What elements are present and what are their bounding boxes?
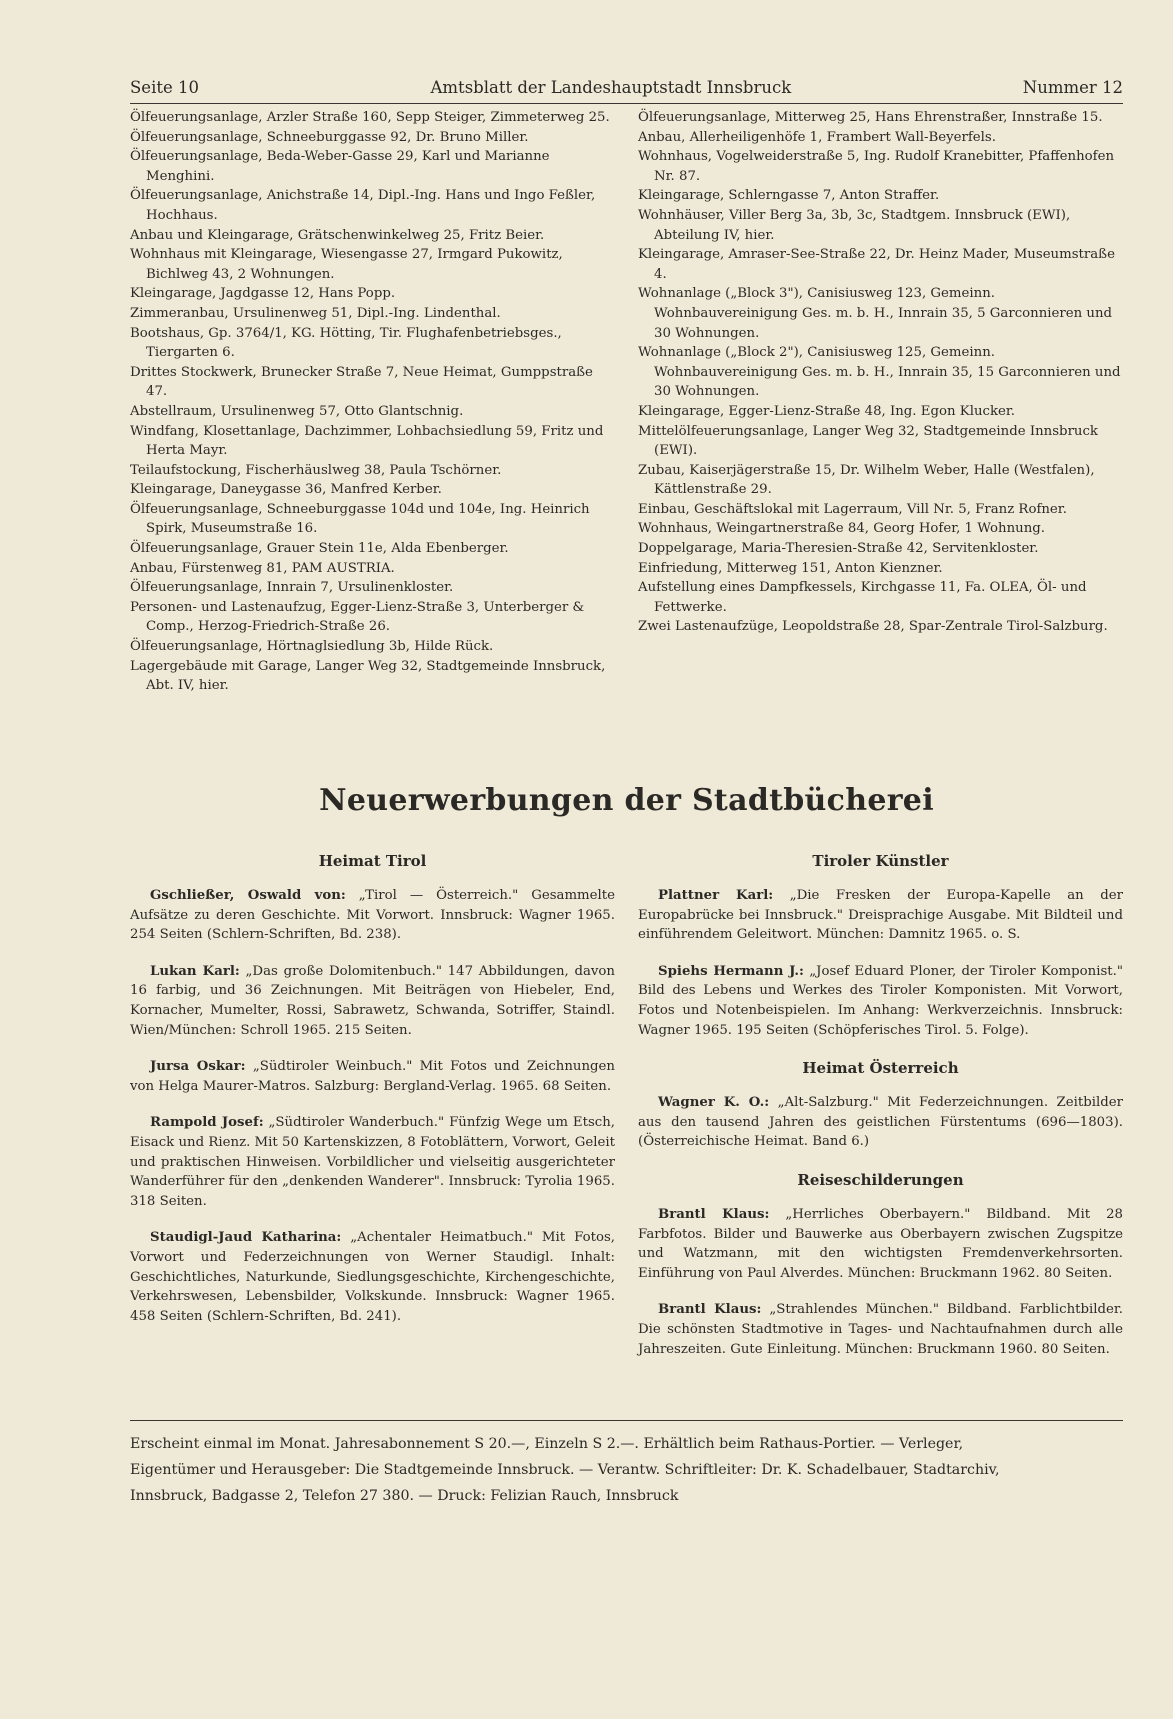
building-permits-right-column [638, 108, 1123, 637]
book-description: „Josef Eduard Ploner, der Tiroler Komponist." Bild des Lebens und Werkes des Tiroler Komponisten. Mit Vorwort, Fotos und Notenbeispielen. Im Anhang: Werkverzeichnis. Innsbruck: Wagner 1965. 195 Seiten (Schöpferisches Tirol. 5. Folge). [638, 963, 1123, 1038]
book-entry [638, 1300, 1123, 1359]
permit-entry: Einfriedung, Mitterweg 151, Anton Kienzner. [638, 560, 943, 576]
book-author: Lukan Karl: [150, 963, 240, 979]
book-description: „Tirol — Österreich." Gesammelte Aufsätze zu deren Geschichte. Mit Vorwort. Innsbruck: Wagner 1965. 254 Seiten (Schlern-Schriften, Bd. 238). [130, 888, 615, 943]
book-description: „Das große Dolomitenbuch." 147 Abbildungen, davon 16 farbig, und 36 Zeichnungen. Mit Beiträgen von Hiebeler, End, Kornacher, Mumelter, Rossi, Sabrawetz, Schwanda, Sotriffer, Staindl. Wien/München: Schroll 1965. 215 Seiten. [130, 963, 615, 1038]
book-entry [638, 1093, 1123, 1152]
page-number: Seite 10 [130, 78, 199, 97]
permit-entry: Anbau, Allerheiligenhöfe 1, Frambert Wall-Beyerfels. [638, 129, 996, 145]
permit-entry: Kleingarage, Amraser-See-Straße 22, Dr. Heinz Mader, Museumstraße 4. [638, 247, 1115, 282]
permit-entry: Wohnhaus mit Kleingarage, Wiesengasse 27, Irmgard Pukowitz, Bichlweg 43, 2 Wohnungen. [130, 247, 563, 282]
permit-entry: Doppelgarage, Maria-Theresien-Straße 42, Servitenkloster. [638, 541, 1039, 557]
book-description: „Achentaler Heimatbuch." Mit Fotos, Vorwort und Federzeichnungen von Werner Staudigl. Inhalt: Geschichtliches, Naturkunde, Siedlungsgeschichte, Kirchengeschichte, Verkehrswesen, Lebensbilder, Volkskunde. Innsbruck: Wagner 1965. 458 Seiten (Schlern-Schriften, Bd. 241). [130, 1230, 615, 1324]
book-entry [130, 1057, 615, 1096]
permit-entry: Einbau, Geschäftslokal mit Lagerraum, Vill Nr. 5, Franz Rofner. [638, 501, 1067, 517]
permit-entry: Kleingarage, Jagdgasse 12, Hans Popp. [130, 286, 396, 302]
permit-entry: Aufstellung eines Dampfkessels, Kirchgasse 11, Fa. OLEA, Öl- und Fettwerke. [638, 580, 1087, 615]
permit-entry: Ölfeuerungsanlage, Arzler Straße 160, Sepp Steiger, Zimmeterweg 25. [130, 110, 610, 125]
permit-entry: Ölfeuerungsanlage, Hörtnaglsiedlung 3b, Hilde Rück. [130, 639, 494, 655]
subsection-heading: Reiseschilderungen [797, 1170, 964, 1189]
book-entry [638, 886, 1123, 945]
book-author: Spiehs Hermann J.: [658, 963, 804, 979]
permit-entry: Anbau und Kleingarage, Grätschenwinkelweg 25, Fritz Beier. [130, 227, 545, 243]
permit-entry: Abstellraum, Ursulinenweg 57, Otto Glantschnig. [130, 403, 464, 419]
permit-entry: Wohnanlage („Block 2"), Canisiusweg 125, Gemeinn. Wohnbauvereinigung Ges. m. b. H., Innrain 35, 15 Garconnieren und 30 Wohnungen. [638, 345, 1121, 400]
permit-entry: Ölfeuerungsanlage, Schneeburggasse 104d und 104e, Ing. Heinrich Spirk, Museumstraße 16. [130, 501, 590, 537]
imprint-line: Erscheint einmal im Monat. Jahresabonnement S 20.—, Einzeln S 2.—. Erhältlich beim Rathaus-Portier. — Verleger, [130, 1436, 964, 1452]
permit-entry: Mittelölfeuerungsanlage, Langer Weg 32, Stadtgemeinde Innsbruck (EWI). [638, 423, 1098, 459]
book-author: Rampold Josef: [150, 1115, 264, 1131]
permit-entry: Ölfeuerungsanlage, Grauer Stein 11e, Alda Ebenberger. [130, 541, 509, 557]
permit-entry: Kleingarage, Schlerngasse 7, Anton Straffer. [638, 188, 940, 204]
permit-entry: Wohnanlage („Block 3"), Canisiusweg 123, Gemeinn. Wohnbauvereinigung Ges. m. b. H., Innrain 35, 5 Garconnieren und 30 Wohnungen. [638, 286, 1113, 341]
permit-entry: Kleingarage, Daneygasse 36, Manfred Kerber. [130, 482, 442, 498]
permit-entry: Personen- und Lastenaufzug, Egger-Lienz-Straße 3, Unterberger & Comp., Herzog-Friedrich-Straße 26. [130, 599, 585, 635]
permit-entry: Ölfeuerungsanlage, Mitterweg 25, Hans Ehrenstraßer, Innstraße 15. [638, 110, 1103, 125]
permit-entry: Zwei Lastenaufzüge, Leopoldstraße 28, Spar-Zentrale Tirol-Salzburg. [638, 619, 1108, 635]
book-author: Brantl Klaus: [658, 1302, 762, 1318]
book-description: „Südtiroler Wanderbuch." Fünfzig Wege um Etsch, Eisack und Rienz. Mit 50 Kartenskizzen, 8 Fotoblättern, Vorwort, Geleit und praktischen Hinweisen. Vorbildlicher und vielseitig ausgerichteter Wanderführer für den „denkenden Wanderer". Innsbruck: Tyrolia 1965. 318 Seiten. [130, 1115, 616, 1209]
permit-entry: Wohnhaus, Vogelweiderstraße 5, Ing. Rudolf Kranebitter, Pfaffenhofen Nr. 87. [638, 149, 1115, 184]
header-rule [130, 103, 1123, 104]
permit-entry: Zimmeranbau, Ursulinenweg 51, Dipl.-Ing. Lindenthal. [130, 305, 501, 321]
book-entry [130, 1228, 615, 1326]
subsection-heading: Heimat Tirol [318, 852, 427, 870]
book-author: Wagner K. O.: [658, 1095, 770, 1111]
imprint-footer [130, 1431, 1123, 1509]
permit-entry: Bootshaus, Gp. 3764/1, KG. Hötting, Tir. Flughafenbetriebsges., Tiergarten 6. [130, 325, 562, 361]
permit-entry: Drittes Stockwerk, Brunecker Straße 7, Neue Heimat, Gumppstraße 47. [130, 364, 593, 400]
books-right-column [638, 850, 1123, 1376]
issue-number: Nummer 12 [1022, 78, 1123, 97]
book-description: „Strahlendes München." Bildband. Farblichtbilder. Die schönsten Stadtmotive in Tages- und Nachtaufnahmen durch alle Jahreszeiten. Gute Einleitung. München: Bruckmann 1960. 80 Seiten. [638, 1302, 1123, 1357]
permit-entry: Wohnhaus, Weingartnerstraße 84, Georg Hofer, 1 Wohnung. [638, 521, 1046, 537]
permit-entry: Anbau, Fürstenweg 81, PAM AUSTRIA. [130, 560, 395, 576]
book-entry [638, 1205, 1123, 1283]
book-author: Jursa Oskar: [150, 1059, 246, 1075]
permit-entry: Teilaufstockung, Fischerhäuslweg 38, Paula Tschörner. [130, 462, 502, 478]
book-author: Brantl Klaus: [658, 1206, 770, 1222]
page-header [130, 78, 1123, 97]
book-author: Gschließer, Oswald von: [150, 888, 346, 903]
permit-entry: Windfang, Klosettanlage, Dachzimmer, Lohbachsiedlung 59, Fritz und Herta Mayr. [130, 423, 604, 459]
permit-entry: Ölfeuerungsanlage, Beda-Weber-Gasse 29, Karl und Marianne Menghini. [130, 149, 550, 184]
book-entry [130, 1113, 615, 1211]
book-description: „Die Fresken der Europa-Kapelle an der Europabrücke bei Innsbruck." Dreisprachige Ausgabe. Mit Bildteil und einführendem Geleitwort. München: Damnitz 1965. o. S. [638, 888, 1123, 943]
book-author: Staudigl-Jaud Katharina: [150, 1230, 342, 1246]
book-author: Plattner Karl: [658, 888, 774, 903]
imprint-line: Innsbruck, Badgasse 2, Telefon 27 380. — Druck: Felizian Rauch, Innsbruck [130, 1488, 679, 1504]
permit-entry: Kleingarage, Egger-Lienz-Straße 48, Ing. Egon Klucker. [638, 403, 1016, 419]
permit-entry: Ölfeuerungsanlage, Anichstraße 14, Dipl.-Ing. Hans und Ingo Feßler, Hochhaus. [130, 188, 596, 223]
publication-title: Amtsblatt der Landeshauptstadt Innsbruck [430, 78, 792, 97]
library-section-title: Neuerwerbungen der Stadtbücherei [319, 783, 934, 818]
footer-rule [130, 1420, 1123, 1421]
book-description: „Herrliches Oberbayern." Bildband. Mit 28 Farbfotos. Bilder und Bauwerke aus Oberbayern zwischen Zugspitze und Watzmann, mit den wichtigsten Fremdenverkehrsorten. Einführung von Paul Alverdes. München: Bruckmann 1962. 80 Seiten. [638, 1206, 1123, 1281]
book-description: „Südtiroler Weinbuch." Mit Fotos und Zeichnungen von Helga Maurer-Matros. Salzburg: Bergland-Verlag. 1965. 68 Seiten. [130, 1059, 615, 1094]
imprint-line: Eigentümer und Herausgeber: Die Stadtgemeinde Innsbruck. — Verantw. Schriftleiter: Dr. K. Schadelbauer, Stadtarchiv, [130, 1462, 1000, 1478]
subsection-heading: Tiroler Künstler [812, 852, 949, 870]
permit-entry: Wohnhäuser, Viller Berg 3a, 3b, 3c, Stadtgem. Innsbruck (EWI), Abteilung IV, hier. [638, 207, 1071, 243]
building-permits-left-column [130, 108, 615, 696]
permit-entry: Ölfeuerungsanlage, Innrain 7, Ursulinenkloster. [130, 580, 454, 596]
book-description: „Alt-Salzburg." Mit Federzeichnungen. Zeitbilder aus den tausend Jahren des geistlichen Fürstentums (696—1803). (Österreichische Heimat. Band 6.) [638, 1095, 1123, 1150]
book-entry [638, 962, 1123, 1040]
permit-entry: Ölfeuerungsanlage, Schneeburggasse 92, Dr. Bruno Miller. [130, 129, 529, 145]
permit-entry: Lagergebäude mit Garage, Langer Weg 32, Stadtgemeinde Innsbruck, Abt. IV, hier. [130, 658, 606, 694]
permit-entry: Zubau, Kaiserjägerstraße 15, Dr. Wilhelm Weber, Halle (Westfalen), Kättlenstraße 29. [638, 462, 1095, 498]
book-entry [130, 962, 615, 1040]
subsection-heading: Heimat Österreich [802, 1059, 959, 1078]
books-heimat-tirol-column [130, 850, 615, 1343]
book-entry [130, 886, 615, 945]
